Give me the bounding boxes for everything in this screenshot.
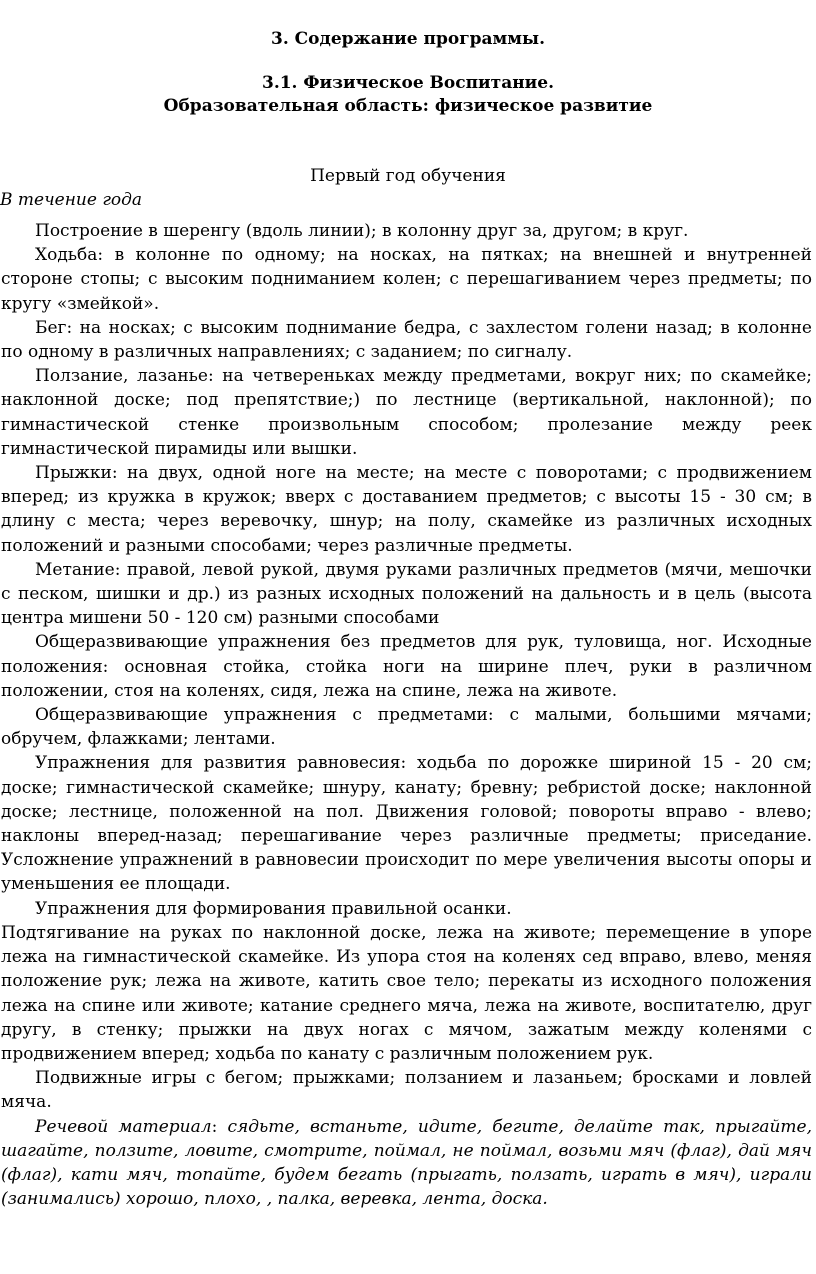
year-title: Первый год обучения — [310, 166, 506, 186]
speech-label: Речевой материал — [35, 1116, 212, 1137]
paragraph-walking: Ходьба: в колонне по одному; на носках, на пятках; на внешней и внутренней стороне стопы; с высоким подниманием колен; с перешагиванием через предметы; по кругу «змейкой». — [1, 245, 812, 314]
area-heading: Образовательная область: физическое развитие — [163, 96, 653, 116]
section-heading: 3. Содержание программы. — [270, 29, 546, 49]
paragraph-posture: Подтягивание на руках по наклонной доске, лежа на животе; перемещение в упоре лежа на гимнастической скамейке. Из упора стоя на коленях сед вправо, влево, меняя положение рук; лежа на животе, катить свое тело; перекаты из исходного положения лежа на спине или животе; катание среднего мяча, лежа на животе, воспитателю, друг другу, в стенку; прыжки на двух ногах с мячом, зажатым между коленями с продвижением вперед; ходьба по канату с различным положением рук. — [1, 922, 812, 1064]
paragraph-formation: Построение в шеренгу (вдоль линии); в колонну друг за, другом; в круг. — [35, 221, 689, 241]
paragraph-running: Бег: на носках; с высоким поднимание бедра, с захлестом голени назад; в колонне по одному в различных направлениях; с заданием; по сигналу. — [1, 317, 812, 363]
paragraph-exercises-objects: Общеразвивающие упражнения с предметами: с малыми, большими мячами; обручем, флажками; лентами. — [1, 705, 812, 750]
period-label: В течение года — [0, 190, 143, 210]
paragraph-throwing: Метание: правой, левой рукой, двумя руками различных предметов (мячи, мешочки с песком, шишки и др.) из разных исходных положений на дальность и в цель (высота центра мишени 50 - 120 см) разными способами — [1, 559, 812, 629]
paragraph-balance: Упражнения для развития равновесия: ходьба по дорожке шириной 15 - 20 см; доске; гимнастической скамейке; шнуру, канату; бревну; ребристой доске; наклонной доске; лестнице, положенной на пол. Движения головой; повороты вправо - влево; наклоны вперед-назад; перешагивание через различные предметы; приседание. Усложнение упражнений в равновесии происходит по мере увеличения высоты опоры и уменьшения ее площади. — [1, 753, 812, 895]
speech-colon: : — [211, 1116, 228, 1137]
paragraph-general-exercises: Общеразвивающие упражнения без предметов для рук, туловища, ног. Исходные положения: основная стойка, стойка ноги на ширине плеч, руки в различном положении, стоя на коленях, сидя, лежа на спине, лежа на животе. — [1, 632, 812, 701]
paragraph-posture-title: Упражнения для формирования правильной осанки. — [35, 898, 512, 919]
subsection-heading: 3.1. Физическое Воспитание. — [261, 73, 554, 93]
paragraph-games: Подвижные игры с бегом; прыжками; ползанием и лазаньем; бросками и ловлей мяча. — [1, 1068, 812, 1113]
paragraph-jumping: Прыжки: на двух, одной ноге на месте; на месте с поворотами; с продвижением вперед; из кружка в кружок; вверх с доставанием предметов; с высоты 15 - 30 см; в длину с места; через веревочку, шнур; на полу, скамейке из различных исходных положений и разными способами; через различные предметы. — [1, 463, 812, 556]
paragraph-crawling: Ползание, лазанье: на четвереньках между предметами, вокруг них; по скамейке; наклонной доске; под препятствие;) по лестнице (вертикальной, наклонной); по гимнастической стенке произвольным способом; пролезание между реек гимнастической пирамиды или вышки. — [1, 366, 812, 459]
program-content — [1, 219, 812, 1211]
speech-text: сядьте, встаньте, идите, бегите, делайте так, прыгайте, шагайте, ползите, ловите, смотрите, поймал, не поймал, возьми мяч (флаг), дай мяч (флаг), кати мяч, топайте, будем бегать (прыгать, ползать, играть в мяч), играли (занимались) хорошо, плохо, , палка, веревка, лента, доска. — [1, 1116, 812, 1210]
paragraph-speech — [1, 1115, 812, 1212]
